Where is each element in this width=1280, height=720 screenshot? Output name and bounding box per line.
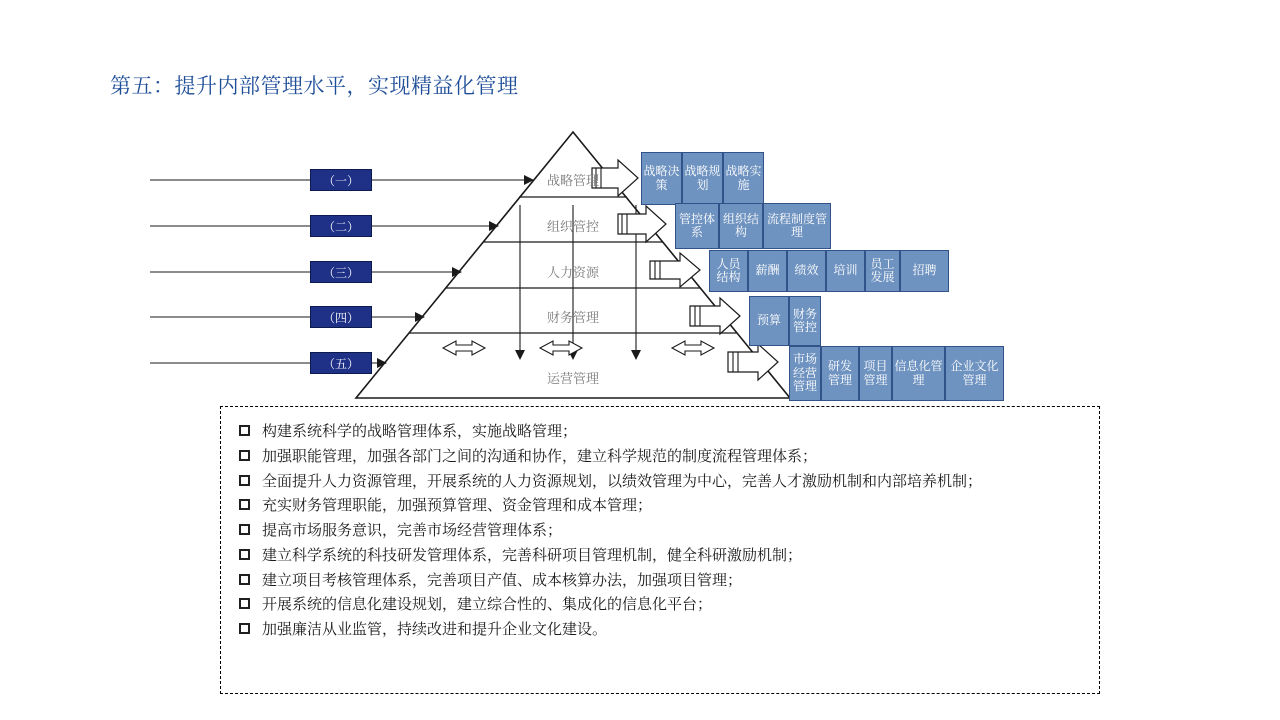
tag-item-2[interactable]: （二）	[310, 215, 372, 237]
list-item	[239, 594, 1081, 616]
cell-strategy-planning[interactable]: 战略规划	[682, 152, 723, 205]
bullet-text: 构建系统科学的战略管理体系，实施战略管理；	[262, 422, 578, 440]
bullet-square-icon	[239, 450, 250, 461]
cell-control-system[interactable]: 管控体系	[675, 203, 719, 249]
cell-staff-structure[interactable]: 人员结构	[709, 250, 748, 292]
bullet-square-icon	[239, 475, 250, 486]
pyramid-layer-label-2: 组织管控	[547, 220, 600, 235]
cell-budget[interactable]: 预算	[749, 296, 789, 346]
bullet-square-icon	[239, 623, 250, 634]
bullet-square-icon	[239, 549, 250, 560]
tag-item-3[interactable]: （三）	[310, 261, 372, 283]
bullet-text: 开展系统的信息化建设规划，建立综合性的、集成化的信息化平台；	[262, 595, 713, 614]
bullet-list	[220, 406, 1100, 694]
bullet-square-icon	[239, 574, 250, 585]
bullet-text: 充实财务管理职能，加强预算管理、资金管理和成本管理；	[262, 496, 653, 515]
list-item	[239, 545, 1081, 567]
pyramid-diagram	[0, 120, 1280, 410]
cell-strategy-execution[interactable]: 战略实施	[723, 152, 764, 205]
cell-recruitment[interactable]: 招聘	[900, 250, 949, 292]
bullet-square-icon	[239, 598, 250, 609]
bullet-square-icon	[239, 499, 250, 510]
cell-project-management[interactable]: 项目管理	[859, 346, 892, 401]
bullet-text: 加强廉洁从业监管，持续改进和提升企业文化建设。	[262, 620, 608, 638]
bullet-text: 建立项目考核管理体系，完善项目产值、成本核算办法，加强项目管理；	[262, 570, 743, 589]
list-item	[239, 520, 1081, 542]
pyramid-layer-label-5: 运营管理	[547, 372, 600, 387]
tag-item-4[interactable]: （四）	[310, 306, 372, 328]
pyramid-layer-label-1: 战略管理	[547, 174, 600, 189]
cell-training[interactable]: 培训	[826, 250, 865, 292]
bullet-square-icon	[239, 524, 250, 535]
bullet-text: 加强职能管理，加强各部门之间的沟通和协作，建立科学规范的制度流程管理体系；	[262, 446, 818, 465]
list-item	[239, 619, 1081, 641]
list-item	[239, 421, 1081, 443]
list-item	[239, 471, 1081, 493]
cell-strategy-decision[interactable]: 战略决策	[641, 152, 682, 205]
cell-informatization-management[interactable]: 信息化管理	[892, 346, 945, 401]
tag-item-5[interactable]: （五）	[310, 352, 372, 374]
cell-org-structure[interactable]: 组织结构	[719, 203, 763, 249]
page-title: 第五：提升内部管理水平，实现精益化管理	[110, 74, 519, 98]
cell-financial-control[interactable]: 财务管控	[789, 296, 821, 346]
cell-corporate-culture-management[interactable]: 企业文化管理	[945, 346, 1004, 401]
cell-market-operation-management[interactable]: 市场经营管理	[789, 346, 821, 401]
tag-item-1[interactable]: （一）	[310, 169, 372, 191]
bullet-text: 全面提升人力资源管理，开展系统的人力资源规划，以绩效管理为中心，完善人才激励机制和内部培养机制；	[262, 471, 983, 490]
cell-compensation[interactable]: 薪酬	[748, 250, 787, 292]
cell-rd-management[interactable]: 研发管理	[821, 346, 859, 401]
cell-employee-development[interactable]: 员工发展	[865, 250, 900, 292]
cell-performance[interactable]: 绩效	[787, 250, 826, 292]
bullet-text: 建立科学系统的科技研发管理体系，完善科研项目管理机制，健全科研激励机制；	[262, 545, 803, 564]
pyramid-graphic	[0, 120, 1280, 410]
list-item	[239, 446, 1081, 468]
bullet-square-icon	[239, 425, 250, 436]
bullet-text: 提高市场服务意识，完善市场经营管理体系；	[262, 521, 563, 539]
list-item	[239, 495, 1081, 517]
list-item	[239, 570, 1081, 592]
pyramid-layer-label-3: 人力资源	[547, 266, 600, 281]
pyramid-layer-label-4: 财务管理	[547, 311, 600, 326]
cell-process-system-management[interactable]: 流程制度管理	[763, 203, 831, 249]
